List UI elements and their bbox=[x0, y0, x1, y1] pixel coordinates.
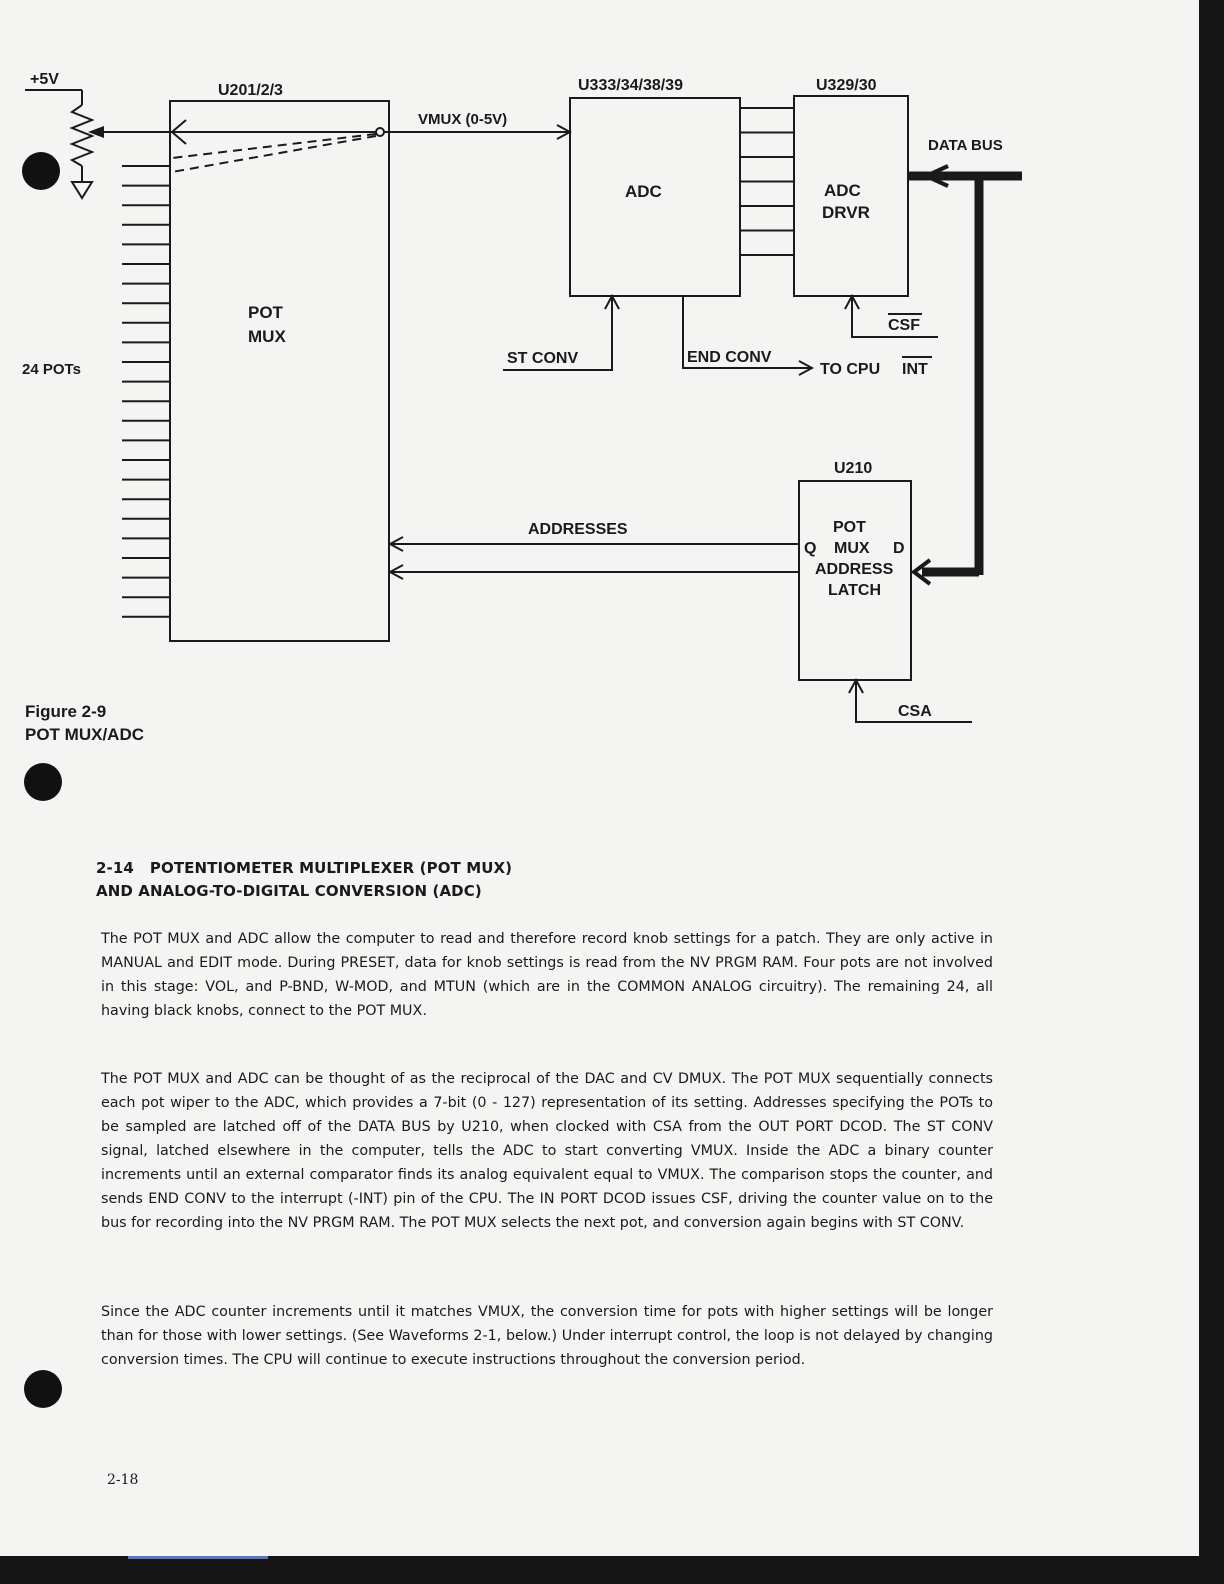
latch-d-label: D bbox=[893, 540, 905, 557]
paragraph-1: The POT MUX and ADC allow the computer to read and therefore record knob settings for a patch. They are only active in MANUAL and EDIT mode. During PRESET, data for knob settings is read from the NV PRGM RAM. Four pots are not involved in this stage: VOL, and P-BND, W-MOD, and MTUN (which are in the COMMON ANALOG circuitry). The remaining 24, all having black knobs, connect to the POT MUX. bbox=[101, 931, 993, 1019]
latch-label-3: ADDRESS bbox=[815, 561, 894, 578]
end-conv-label: END CONV bbox=[687, 349, 772, 366]
drvr-chip-label: U329/30 bbox=[816, 77, 877, 94]
address-latch-block bbox=[799, 481, 911, 680]
paragraph-2: The POT MUX and ADC can be thought of as the reciprocal of the DAC and CV DMUX. The POT MUX sequentially connects each pot wiper to the ADC, which provides a 7-bit (0 - 127) representation of its setting. Addresses specifying the POTs to be sampled are latched off of the DATA BUS by U210, when clocked with CSA from the OUT PORT DCOD. The ST CONV signal, latched elsewhere in the computer, tells the ADC to start converting VMUX. Inside the ADC a binary counter increments until an external comparator finds its analog equivalent equal to VMUX. The comparison stops the counter, and sends END CONV to the interrupt (-INT) pin of the CPU. The IN PORT DCOD issues CSF, driving the counter value on to the bus for recording into the NV PRGM RAM. The POT MUX selects the next pot, and conversion again begins with ST CONV. bbox=[101, 1071, 993, 1231]
binder-hole-bottom bbox=[24, 1370, 62, 1408]
scan-edge-mark bbox=[128, 1556, 268, 1559]
pots-label: 24 POTs bbox=[22, 361, 81, 378]
adc-block-label: ADC bbox=[625, 182, 662, 201]
vmux-label: VMUX (0-5V) bbox=[418, 111, 508, 128]
potentiometer-symbol bbox=[25, 90, 92, 198]
page-number: 2-18 bbox=[107, 1472, 139, 1488]
latch-label-1: POT bbox=[833, 519, 866, 536]
switch-dashed-2 bbox=[172, 136, 376, 172]
pot-input-lines bbox=[122, 166, 170, 617]
pot-mux-block bbox=[170, 101, 389, 641]
latch-label-2: MUX bbox=[834, 540, 870, 557]
section-heading-line-2: AND ANALOG-TO-DIGITAL CONVERSION (ADC) bbox=[96, 882, 482, 900]
latch-label-4: LATCH bbox=[828, 582, 882, 599]
switch-pivot bbox=[376, 128, 384, 136]
figure-caption bbox=[25, 700, 144, 746]
latch-chip-label: U210 bbox=[834, 460, 873, 477]
latch-q-label: Q bbox=[804, 540, 817, 557]
to-cpu-label: TO CPU bbox=[820, 361, 881, 378]
csf-label: CSF bbox=[888, 317, 920, 334]
data-bus-label: DATA BUS bbox=[928, 137, 1003, 154]
drvr-block-label-2: DRVR bbox=[822, 203, 870, 222]
csa-label: CSA bbox=[898, 703, 932, 720]
st-conv-label: ST CONV bbox=[507, 350, 579, 367]
adc-chip-label: U333/34/38/39 bbox=[578, 77, 683, 94]
int-label: INT bbox=[902, 361, 928, 378]
section-heading-line-1: 2-14 POTENTIOMETER MULTIPLEXER (POT MUX) bbox=[96, 859, 513, 877]
mux-block-label-2: MUX bbox=[248, 327, 286, 346]
figure-title: POT MUX/ADC bbox=[25, 725, 144, 744]
drvr-block-label-1: ADC bbox=[824, 181, 861, 200]
adc-drvr-bus-lines bbox=[740, 108, 794, 255]
section-heading bbox=[96, 857, 512, 903]
mux-block-label-1: POT bbox=[248, 303, 283, 322]
scan-edge-bottom bbox=[0, 1556, 1224, 1584]
pot-mux-adc-diagram bbox=[0, 0, 1224, 760]
switch-dashed-1 bbox=[172, 134, 376, 158]
figure-number: Figure 2-9 bbox=[25, 702, 107, 721]
mux-chip-label: U201/2/3 bbox=[218, 82, 283, 99]
paragraph-3: Since the ADC counter increments until it matches VMUX, the conversion time for pots with higher settings will be longer than for those with lower settings. (See Waveforms 2-1, below.) Under interrupt control, the loop is not delayed by changing conversion times. The CPU will continue to execute instructions throughout the conversion period. bbox=[101, 1304, 993, 1368]
addresses-label: ADDRESSES bbox=[528, 521, 628, 538]
supply-label: +5V bbox=[30, 71, 59, 88]
binder-hole-middle bbox=[24, 763, 62, 801]
